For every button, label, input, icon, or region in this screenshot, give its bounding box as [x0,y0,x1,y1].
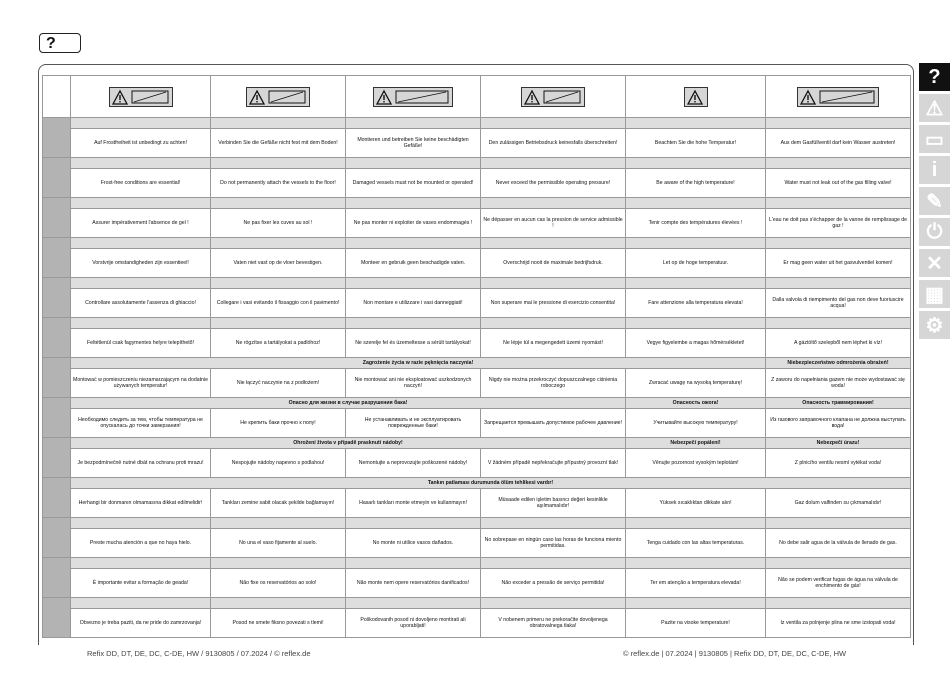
warning-text-cell: Vegye figyelembe a magas hőmérsékletet! [626,329,766,358]
separator-row [43,518,911,529]
separator-cell [481,118,626,129]
info-icon: i [931,158,938,181]
warning-text-cell: L'eau ne doit pas s'échapper de la vanne de remplissage de gaz ! [766,209,911,238]
separator-cell [481,198,626,209]
table-row [43,169,911,198]
warning-text-cell: Ne pas fixer les cuves au sol ! [211,209,346,238]
warning-text-cell: Необходимо следить за тем, чтобы температура не опускалась до точки замерзания! [71,409,211,438]
separator-cell [71,158,211,169]
separator-row [43,278,911,289]
side-tab[interactable] [919,94,950,122]
table-row [43,209,911,238]
separator-row [43,158,911,169]
icon-header-cell [71,76,211,118]
warning-text-cell: Não fixe os reservatórios ao solo! [211,569,346,598]
warning-text-cell: Ne szerelje fel és üzemeltesse a sérült tartályokat! [346,329,481,358]
warning-text-cell: Ne lépje túl a megengedett üzemi nyomást! [481,329,626,358]
separator-cell [211,598,346,609]
separator-cell [481,158,626,169]
warning-text-cell: É importante evitar a formação de geada! [71,569,211,598]
warning-text-cell: Tankları zemine sabit olacak şekilde bağlamayın! [211,489,346,518]
warning-text-cell: Não monte nem opere reservatórios danificados! [346,569,481,598]
separator-row [43,358,911,369]
warning-text-cell: Do not permanently attach the vessels to the floor! [211,169,346,198]
separator-cell [766,238,911,249]
danger-subheading: Nebezpečí popálení! [626,438,766,449]
separator-cell [211,318,346,329]
separator-row [43,558,911,569]
warning-text-cell: Be aware of the high temperature! [626,169,766,198]
separator-cell [346,158,481,169]
separator-cell [766,558,911,569]
separator-cell [626,518,766,529]
warning-text-cell: Ter em atenção a temperatura elevada! [626,569,766,598]
warning-text-cell: Obvezno je treba paziti, da ne pride do zamrzovanja! [71,609,211,638]
warning-text-cell: Не крепить баки прочно к полу! [211,409,346,438]
separator-cell [481,238,626,249]
warning-text-cell: Montować w pomieszczeniu niezamarzającym na dodatnie używanych temperatur! [71,369,211,398]
question-icon: ? [928,65,941,88]
icon-header-cell [766,76,911,118]
separator-cell [346,198,481,209]
table-row [43,329,911,358]
side-tab[interactable] [919,63,950,91]
warning-text-cell: Не устанавливать и не эксплуатировать поврежденные баки! [346,409,481,438]
separator-cell [346,318,481,329]
separator-cell [481,598,626,609]
separator-cell [766,278,911,289]
icon-header-cell [481,76,626,118]
separator-cell [211,278,346,289]
warning-text-cell: Учитывайте высокую температуру! [626,409,766,438]
warning-text-cell: Nigdy nie można przekroczyć dopuszczalnego ciśnienia roboczego [481,369,626,398]
separator-cell [211,558,346,569]
warning-text-cell: No debe salir agua de la válvula de llenado de gas. [766,529,911,558]
separator-cell [71,558,211,569]
warning-table [42,75,911,638]
separator-cell [766,158,911,169]
bin-icon: ▦ [925,283,944,306]
side-tab[interactable] [919,280,950,308]
warning-text-cell: Zwracać uwagę na wysoką temperaturę! [626,369,766,398]
warning-text-cell: No una el vaso fijamente al suelo. [211,529,346,558]
warning-text-cell: Müsaade edilen işletim basıncı değeri kesinlikle aşılmamalıdır! [481,489,626,518]
icon-header-cell [211,76,346,118]
table-row [43,489,911,518]
warning-text-cell: Preste mucha atención a que no haya hielo. [71,529,211,558]
wrench-icon: ✎ [926,190,943,213]
icon-header-row [43,76,911,118]
side-tab[interactable] [919,187,950,215]
warning-text-cell: Beachten Sie die hohe Temperatur! [626,129,766,158]
side-cell [43,238,71,278]
side-cell [43,598,71,638]
warning-text-cell: Запрещается превышать допустимое рабочее давление! [481,409,626,438]
side-cell [43,558,71,598]
separator-cell [71,198,211,209]
separator-cell [626,278,766,289]
side-cell [43,198,71,238]
warning-text-cell: Posod ne smete fiksno povezati s tlemi! [211,609,346,638]
warning-text-cell: Den zulässigen Betriebsdruck keinesfalls überschreiten! [481,129,626,158]
separator-row [43,238,911,249]
side-tab[interactable] [919,218,950,246]
separator-row [43,398,911,409]
side-cell [43,318,71,358]
warning-text-cell: Ne rögzítse a tartályokat a padlóhoz! [211,329,346,358]
danger-subheading: Опасность ожога! [626,398,766,409]
warning-text-cell: No monte ni utilice vasos dañados. [346,529,481,558]
separator-row [43,118,911,129]
warning-text-cell: Z plnicího ventilu nesmí vytékat voda! [766,449,911,478]
warning-text-cell: Vorstvrije omstandigheden zijn essentieel! [71,249,211,278]
separator-cell [481,278,626,289]
separator-cell [346,238,481,249]
table-row [43,449,911,478]
table-row [43,129,911,158]
separator-cell [71,518,211,529]
separator-cell [766,318,911,329]
separator-cell [211,158,346,169]
warning-text-cell: Herhangi bir donmanın olmamasına dikkat edilmelidir! [71,489,211,518]
warning-text-cell: Z zaworu do napełniania gazem nie może wydostawać się woda! [766,369,911,398]
separator-cell [626,558,766,569]
separator-cell [346,118,481,129]
separator-cell [766,518,911,529]
warning-text-cell: Poškodovanih posod ni dovoljeno montirati ali uporabljati! [346,609,481,638]
icon-header-cell [346,76,481,118]
side-cell [43,478,71,518]
warning-text-cell: Ne pas monter ni exploiter de vases endommagés ! [346,209,481,238]
separator-cell [346,518,481,529]
danger-subheading: Nebezpečí úrazu! [766,438,911,449]
side-cell [43,518,71,558]
warning-text-cell: Tenir compte des températures élevées ! [626,209,766,238]
warning-icon: ⚠ [925,97,944,120]
side-tab[interactable] [919,311,950,339]
separator-cell [71,118,211,129]
side-tab[interactable] [919,156,950,184]
warning-text-cell: Nemontujte a neprovozujte poškozené nádoby! [346,449,481,478]
side-cell [43,398,71,438]
side-tab-bar [919,63,950,342]
warning-text-cell: Je bezpodmínečně nutné dbát na ochranu proti mrazu! [71,449,211,478]
danger-subheading: Опасно для жизни в случае разрушения бака! [71,398,626,409]
warning-text-cell: Never exceed the permissible operating pressure! [481,169,626,198]
separator-cell [71,278,211,289]
frost-warning-icon [109,87,173,107]
warning-text-cell: Assurer impérativement l'absence de gel ! [71,209,211,238]
side-tab[interactable] [919,249,950,277]
side-cell [43,358,71,398]
warning-text-cell: V žádném případě nepřekračujte přípustný provozní tlak! [481,449,626,478]
warning-text-cell: Collegare i vasi evitando il fissaggio con il pavimento! [211,289,346,318]
warning-text-cell: Ne dépasser en aucun cas la pression de service admissible ! [481,209,626,238]
warning-text-cell: Controllare assolutamente l'assenza di ghiaccio! [71,289,211,318]
table-row [43,529,911,558]
warning-text-cell: Vaten niet vast op de vloer bevestigen. [211,249,346,278]
warning-text-cell: Iz ventila za polnjenje plina ne sme izstopati voda! [766,609,911,638]
separator-cell [211,238,346,249]
warning-text-cell: Não se podem verificar fugas de água na válvula de enchimento de gás! [766,569,911,598]
separator-cell [766,198,911,209]
danger-subheading: Tankın patlaması durumunda ölüm tehlikesi vardır! [71,478,911,489]
warning-text-cell: Overschrijd nooit de maximale bedrijfsdruk. [481,249,626,278]
warning-text-cell: Věnujte pozornost vysokým teplotám! [626,449,766,478]
warning-text-cell: A gáztöltő szelepből nem léphet ki víz! [766,329,911,358]
separator-cell [766,598,911,609]
warning-text-cell: Yüksek sıcaklıktan dikkate alın! [626,489,766,518]
warning-text-cell: Tenga cuidado con las altas temperaturas. [626,529,766,558]
separator-cell [626,238,766,249]
separator-cell [626,158,766,169]
warning-text-cell: Let op de hoge temperatuur. [626,249,766,278]
no-fixing-floor-icon [246,87,310,107]
separator-cell [71,238,211,249]
warning-text-cell: Frost-free conditions are essential! [71,169,211,198]
separator-cell [211,518,346,529]
footer-left: Refix DD, DT, DE, DC, C-DE, HW / 9130805 / 07.2024 / © reflex.de [87,649,311,658]
separator-cell [211,118,346,129]
gas-valve-water-icon [797,87,879,107]
table-row [43,249,911,278]
warning-text-cell: V nobenem primeru ne prekoračite dovoljenega obratovalnega tlaka! [481,609,626,638]
danger-subheading: Опасность травмирования! [766,398,911,409]
danger-subheading: Ohrožení života v případě prasknutí nádoby! [71,438,626,449]
separator-cell [481,318,626,329]
separator-cell [626,318,766,329]
side-cell [43,76,71,118]
service-icon: ⚙ [925,314,944,337]
warning-text-cell: Non superare mai le pressione di esercizio consentita! [481,289,626,318]
separator-row [43,478,911,489]
no-damaged-vessel-icon [373,87,453,107]
side-cell [43,278,71,318]
separator-cell [481,518,626,529]
tools-icon: ✕ [926,252,943,275]
separator-cell [71,598,211,609]
warning-text-cell: Fare attenzione alla temperatura elevata! [626,289,766,318]
table-row [43,409,911,438]
warning-text-cell: Nie łączyć naczynie na z podłożem! [211,369,346,398]
warning-text-cell: Monteer en gebruik geen beschadigde vaten. [346,249,481,278]
footer-right: © reflex.de | 07.2024 | 9130805 | Refix DD, DT, DE, DC, C-DE, HW [623,649,847,658]
warning-text-cell: Auf Frostfreiheit ist unbedingt zu achten! [71,129,211,158]
side-tab[interactable] [919,125,950,153]
separator-cell [71,318,211,329]
separator-row [43,198,911,209]
separator-row [43,438,911,449]
warning-text-cell: No sobrepase en ningún caso las horas de funciona miento permitidas. [481,529,626,558]
separator-row [43,598,911,609]
side-cell [43,158,71,198]
separator-cell [626,598,766,609]
power-icon: ⏻ [926,220,943,243]
separator-cell [626,198,766,209]
table-row [43,289,911,318]
separator-cell [211,198,346,209]
warning-text-cell: Nespojujte nádoby napevno s podlahou! [211,449,346,478]
icon-header-cell [626,76,766,118]
warning-text-cell: Hasarlı tankları monte etmeyin ve kullanmayın! [346,489,481,518]
separator-row [43,318,911,329]
warning-text-cell: Nie montować ani nie eksploatować uszkodzonych naczyń! [346,369,481,398]
separator-cell [346,598,481,609]
warning-text-cell: Verbinden Sie die Gefäße nicht fest mit dem Boden! [211,129,346,158]
warning-text-cell: Damaged vessels must not be mounted or operated! [346,169,481,198]
warning-text-cell: Из газового заправочного клапана не должна выступать вода! [766,409,911,438]
separator-cell [766,118,911,129]
warning-text-cell: Pazite na visoke temperature! [626,609,766,638]
warning-text-cell: Montieren und betreiben Sie keine beschädigten Gefäße! [346,129,481,158]
warning-text-cell: Gaz dolum valfinden su çıkmamalıdır! [766,489,911,518]
separator-cell [481,558,626,569]
table-row [43,569,911,598]
warning-text-cell: Dalla valvola di riempimento del gas non deve fuoriuscire acqua! [766,289,911,318]
separator-cell [346,558,481,569]
danger-subheading: Zagrożenie życia w razie pęknięcia naczynia! [71,358,766,369]
warning-text-cell: Não exceder a pressão de serviço permitida! [481,569,626,598]
warning-text-cell: Water must not leak out of the gas filling valve! [766,169,911,198]
separator-cell [346,278,481,289]
table-row [43,369,911,398]
high-temperature-icon [684,87,708,107]
pressure-gauge-icon [521,87,585,107]
table-row [43,609,911,638]
warning-text-cell: Non montare e utilizzare i vasi danneggiati! [346,289,481,318]
side-cell [43,438,71,478]
side-cell [43,118,71,158]
warning-text-cell: Feltétlenül csak fagymentes helyre telepíthető! [71,329,211,358]
danger-subheading: Niebezpieczeństwo odmrożenia obrażeń! [766,358,911,369]
page-marker-question: ? [39,33,81,53]
warning-text-cell: Aus dem Gasfüllventil darf kein Wasser austreten! [766,129,911,158]
warning-text-cell: Er mag geen water uit het gasvulventiel komen! [766,249,911,278]
box-icon: ▭ [925,128,944,151]
separator-cell [626,118,766,129]
